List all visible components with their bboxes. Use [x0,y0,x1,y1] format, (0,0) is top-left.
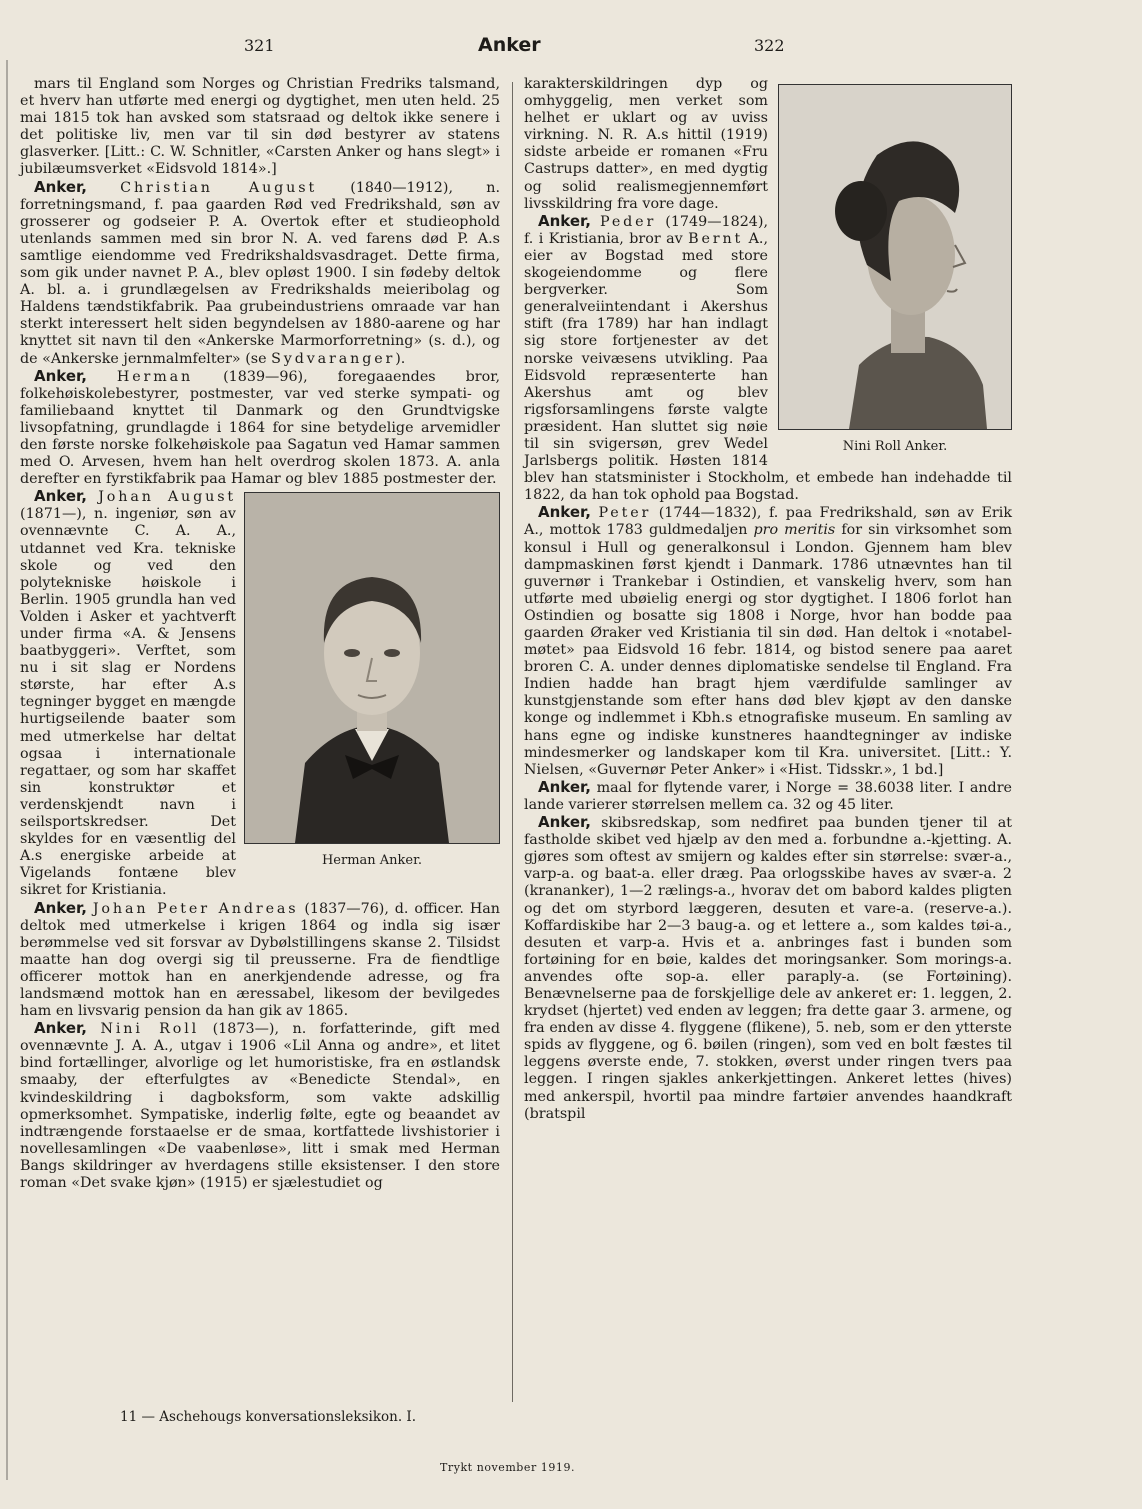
cross-reference: Sydvaranger [271,350,396,367]
figure-caption: Herman Anker. [321,853,423,869]
print-date: Trykt november 1919. [440,1461,576,1474]
entry-headword: Anker, [34,366,87,385]
page-title: Anker [478,34,541,56]
binding-edge [6,60,8,1480]
entry-headword: Anker, [34,177,87,196]
portrait-image [779,85,1011,429]
paragraph: mars til England som Norges og Christian Fredriks talsmand, et hverv han utførte med energi og dygtighet, men uten held. 25 mai 1815 tok han avsked som statsraad og deltok ikke senere i det politiske liv, men var til sin død bestyrer av statens glasverker. [Litt.: C. W. Schnitler, «Carsten Anker og hans slegt» i jubilæumsverket «Eidsvold 1814».] [20,76,500,178]
entry-anker-measure: Anker, maal for flytende varer, i Norge = 38.6038 liter. I andre lande varierer størrelsen mellem ca. 32 og 45 liter. [524,777,1012,813]
entry-headword: Anker, [538,503,591,522]
entry-name: Johan Peter Andreas [92,900,299,917]
entry-nini-roll: Anker, Nini Roll (1873—), n. forfatterinde, gift med ovennævnte J. A. A., utgav i 1906 «Lil Anna og andre», et litet bind fortællinger, alvorlige og let humoristiske, fra en østlandsk smaaby, der efterfulgtes av «Benedicte Stendal», en kvindeskildring i dagboksform, som vakte adskillig opmerksomhet. Sympatiske, inderlig følte, egte og beaandet av indtrængende forstaaelse er de smaa, kortfattede livshistorier i novellesamlingen «De vaabenløse», litt i smak med Herman Bangs skildringer av hverdagens stille eksistenser. I den store roman «Det svake kjøn» (1915) er sjælestudiet og [20,1019,500,1191]
entry-name: Peter [598,505,652,522]
portrait-image [245,493,499,843]
entry-headword: Anker, [34,487,87,506]
figure-caption: Nini Roll Anker. [842,439,948,454]
left-column [20,76,500,1406]
entry-headword: Anker, [34,898,87,917]
entry-headword: Anker, [34,1019,87,1038]
portrait-photo [244,492,500,844]
right-column [524,76,1012,1406]
entry-johan-august: Anker, Johan August (1871—), n. ingeniør, søn av ovennævnte C. A. A., utdannet ved Kra. tekniske skole og ved den polytekniske høiskole i Berlin. 1905 grundla han ved Volden i Asker et yachtverft under firma «A. & Jensens baatbyggeri». Verftet, som nu i sit slag er Nordens største, har efter A.s tegninger bygget en mængde hurtigseilende baater som med utmerkelse har deltat ogsaa i internationale regattaer, og som har skaffet sin konstruktør et verdenskjendt navn i seilsportskredser. Det skyldes for en væsentlig del A.s energiske arbeide at Vigelands fontæne blev sikret for Kristiania. [20,487,236,899]
entry-peter: Anker, Peter (1744—1832), f. paa Fredrikshald, søn av Erik A., mottok 1783 guldmedaljen pro meritis for sin virksomhet som konsul i Hull og generalkonsul i London. Gjennem ham blev dampmaskinen først kjendt i Danmark. 1786 utnævntes han til guvernør i Trankebar i Ostindien, et vanskelig hverv, som han utførte med ubøielig energi og stor dygtighet. I 1806 forlot han Ostindien og bosatte sig 1808 i Norge, hvor han bodde paa gaarden Øraker ved Kristiania til sin død. Han deltok i «notabel-møtet» paa Eidsvold 16 febr. 1814, og bistod senere paa aaret broren C. A. under dennes diplomatiske sendelse til England. Fra Indien hadde han bragt hjem værdifulde samlinger av kunstgjenstande som efter hans død blev kjøpt av den danske konge og indlemmet i Kbh.s etnografiske museum. En samling av hans egne og indiske kunstneres haandtegninger av indiske mindesmerker og landskaper kom til Kra. universitet. [Litt.: Y. Nielsen, «Guvernør Peter Anker» i «Hist. Tidsskr.», 1 bd.] [524,503,1013,778]
italic-term: pro meritis [753,522,836,539]
page-number-left: 321 [244,36,275,55]
figure-herman-anker [244,492,500,869]
entry-name: Peder [600,213,657,230]
column-divider [512,82,513,1402]
entry-peder: Anker, Peder (1749—1824), f. i Kristiania, bror av Bernt A., eier av Bogstad med store skogeiendomme og flere bergverker. Som generalveiintendant i Akershus stift (fra 1789) har han indlagt sig store fortjenester av det norske veivæsens utvikling. Paa Eidsvold repræsenterte han Akershus amt og blev rigsforsamlingens første valgte præsident. Han sluttet sig nøie til sin svigersøn, grev Wedel Jarlsbergs politik. Høsten 1814 blev han statsminister i Stockholm, et embede han indehadde til 1822, da han tok ophold paa Bogstad. [524,211,1012,504]
entry-name: Herman [116,368,194,385]
entry-headword: Anker, [538,211,591,230]
entry-anker-ship: Anker, skibsredskap, som nedfiret paa bunden tjener til at fastholde skibet ved hjælp av den med a. forbundne a.-kjetting. A. gjøres som oftest av smijern og kaldes efter sin størrelse: svær-a., varp-a. og baat-a. eller dræg. Paa orlogsskibe haves av svær-a. 2 (krananker), 1—2 rælings-a., hvorav det om babord kaldes pligten og det om styrbord læggeren, desuten et vare-a. (reserve-a.). Koffardiskibe har 2—3 baug-a. og et lettere a., som kaldes tøi-a., desuten et varp-a. Hvis et a. anbringes fast i bunden som fortøining for en bøie, kaldes det moringsanker. Som morings-a. anvendes ofte sop-a. eller paraply-a. (se Fortøining). Benævnelserne paa de forskjellige dele av ankeret er: 1. leggen, 2. krydset (hjertet) ved enden av leggen; fra dette gaar 3. armene, og fra enden av disse 4. flyggene (flikene), 5. neb, som er den ytterste spids av flyggene, og 6. bøilen (ringen), som ved en bolt fæstes til leggens øverste ende, 7. stokken, øverst under ringen tvers paa leggen. I ringen sjakles ankerkjettingen. Ankeret lettes (hives) med ankerspil, hvortil paa mindre fartøier anvendes haandkraft (bratspil [524,813,1012,1122]
entry-headword: Anker, [538,777,591,796]
page-number-right: 322 [754,36,785,55]
cross-reference: Bernt [688,230,744,247]
entry-headword: Anker, [538,813,591,832]
paragraph: karakterskildringen dyp og omhyggelig, men verket som helhet er uklart og av uviss virkning. N. R. A.s hittil (1919) sidste arbeide er romanen «Fru Castrups datter», en med dygtig og solid realismegjennemført livsskildring fra vore dage. [524,76,768,212]
entry-name: Johan August [98,489,236,506]
signature-line: 11 — Aschehougs konversationsleksikon. I. [120,1409,417,1425]
figure-nini-roll-anker [778,84,1012,455]
entry-name: Nini Roll [100,1021,200,1038]
entry-name: Christian August [120,179,318,196]
entry-herman: Anker, Herman (1839—96), foregaaendes bror, folkehøiskolebestyrer, postmester, var ved sterke sympati- og familiebaand knyttet til Danmark og den Grundtvigske livsopfatning, grundlagde i 1864 for sine betydelige arvemidler den første norske folkehøiskole paa Sagatun ved Hamar sammen med O. Arvesen, hvem han helt overdrog skolen 1873. A. anla derefter en fyrstikfabrik paa Hamar og blev 1885 postmester der. [20,366,500,488]
entry-johan-peter-andreas: Anker, Johan Peter Andreas (1837—76), d. officer. Han deltok med utmerkelse i krigen 1864 og indla sig især berømmelse ved sit forsvar av Dybølstillingens skanse 2. Tilsidst maatte han dog overgi sig til preusserne. Fra de fiendtlige officerer mottok han en anerkjendende adresse, og fra landsmænd mottok han en æressabel, likesom der bevilgedes ham en livsvarig pension da han gik av 1865. [20,898,501,1020]
portrait-photo [778,84,1012,430]
entry-christian-august: Anker, Christian August (1840—1912), n. forretningsmand, f. paa gaarden Rød ved Fredrikshald, søn av grosserer og godseier P. A. Overtok efter et studieophold utenlands sammen med sin bror N. A. ved farens død P. A.s samtlige eiendomme ved Fredrikshaldsvasdraget. Dette firma, som gik under navnet P. A., blev opløst 1900. I sin fødeby deltok A. bl. a. i grundlægelsen av Fredrikshalds meieribolag og Haldens tændstikfabrik. Paa grubeindustriens omraade var han sterkt interessert helt siden begyndelsen av 1880-aarene og har knyttet sit navn til den «Ankerske Marmorforretning» (s. d.), og de «Ankerske jernmalmfelter» (se Sydvaranger). [20,177,500,367]
